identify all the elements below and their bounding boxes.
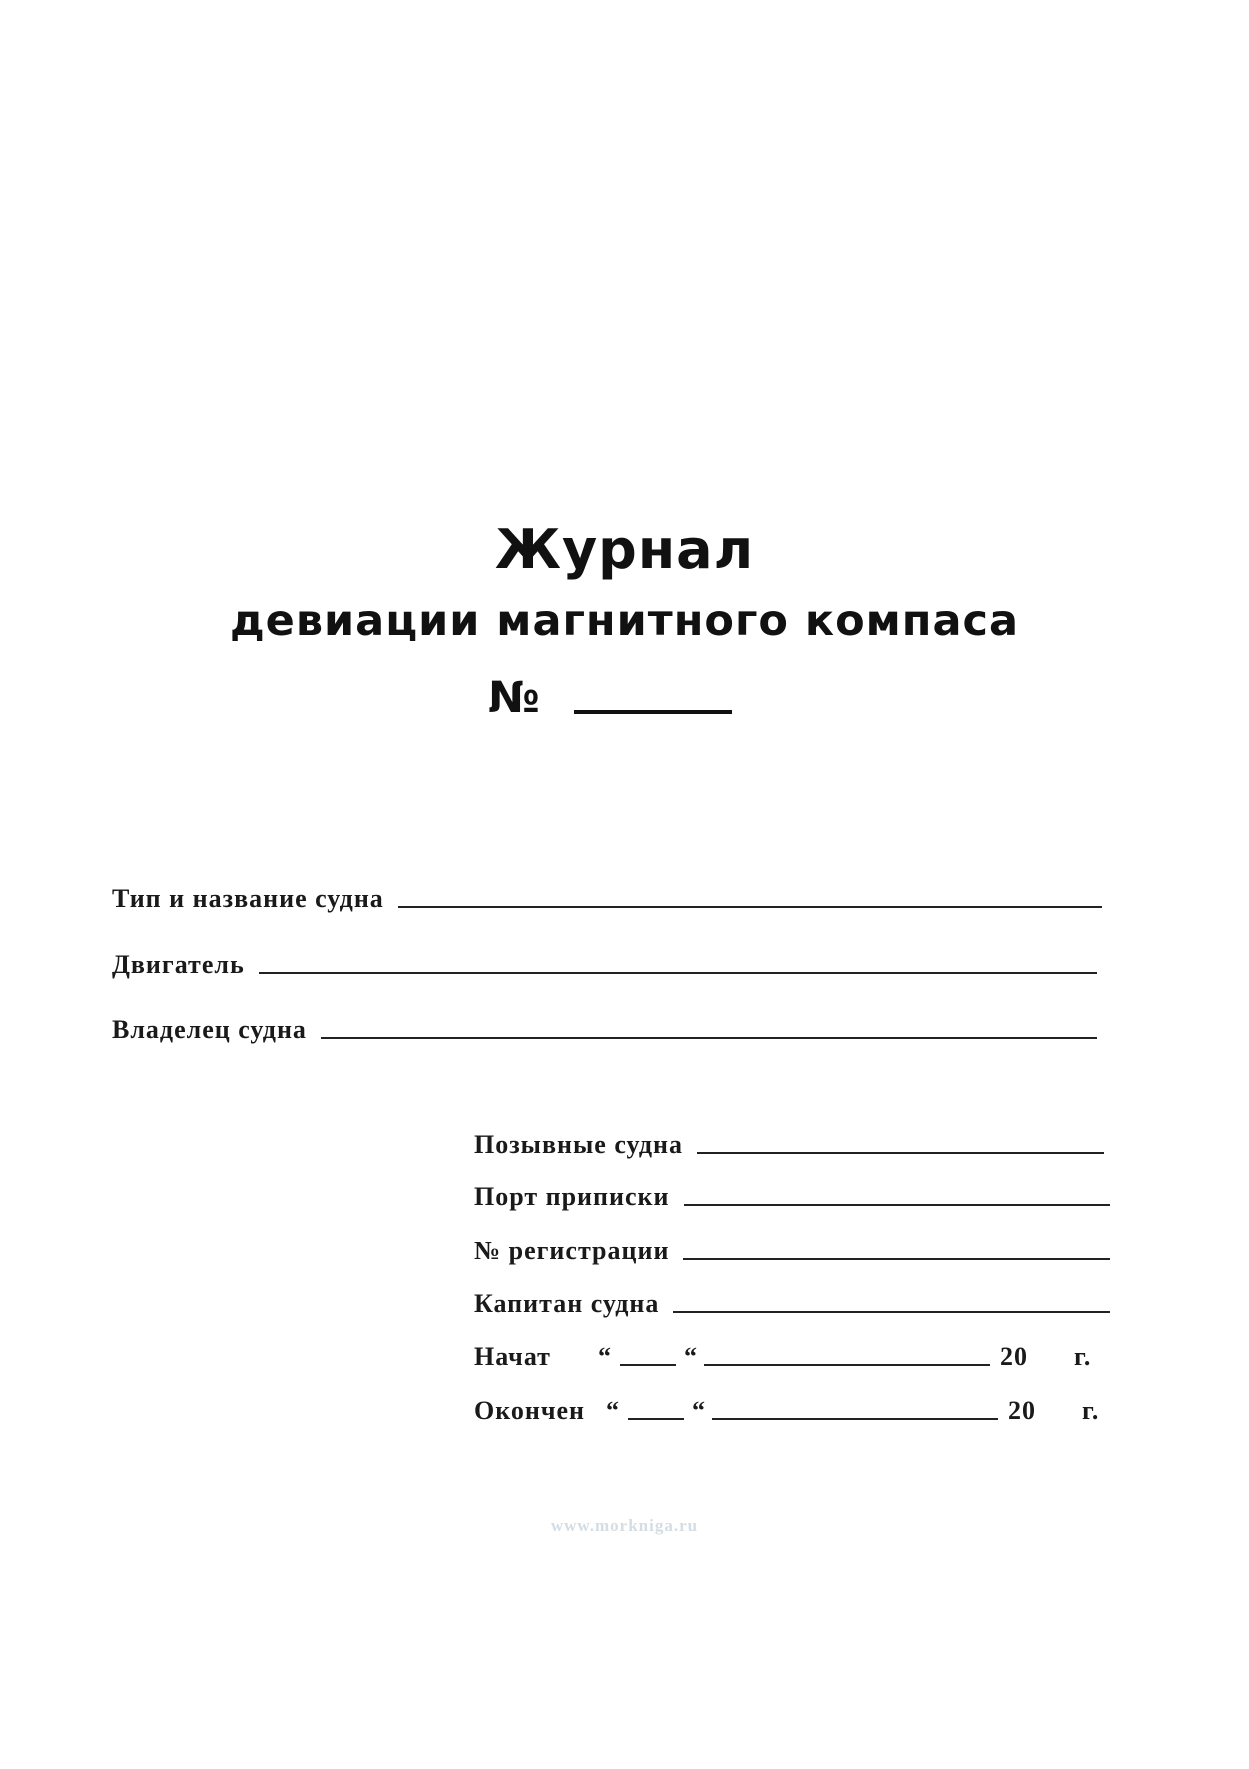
- field-call-sign: [474, 1124, 1104, 1158]
- document-subtitle: девиации магнитного компаса: [229, 596, 1020, 646]
- call-sign-blank[interactable]: [697, 1152, 1104, 1154]
- captain-blank[interactable]: [673, 1311, 1110, 1313]
- quote-close: “: [684, 1342, 698, 1371]
- started-month-blank[interactable]: [704, 1364, 990, 1366]
- document-title: Журнал: [494, 518, 755, 581]
- home-port-blank[interactable]: [684, 1204, 1111, 1206]
- number-sign: №: [488, 673, 540, 723]
- year-prefix: 20: [1000, 1342, 1028, 1371]
- field-label: Двигатель: [112, 950, 245, 979]
- journal-number-row: [488, 660, 748, 723]
- finished-month-blank[interactable]: [712, 1418, 998, 1420]
- field-captain: [474, 1283, 1110, 1317]
- field-finished-date: [474, 1390, 1114, 1424]
- watermark-url: www.morkniga.ru: [550, 1516, 699, 1535]
- field-started-date: [474, 1336, 1114, 1370]
- field-label: № регистрации: [474, 1236, 670, 1265]
- field-home-port: [474, 1176, 1110, 1210]
- journal-number-blank[interactable]: [574, 710, 732, 714]
- field-label: Позывные судна: [474, 1130, 684, 1159]
- year-suffix: г.: [1082, 1396, 1100, 1425]
- quote-open: “: [606, 1396, 620, 1425]
- engine-blank[interactable]: [259, 972, 1097, 974]
- field-registration-number: [474, 1230, 1110, 1264]
- year-prefix: 20: [1008, 1396, 1036, 1425]
- field-vessel-type-name: [112, 878, 1102, 912]
- finished-label: Окончен: [474, 1396, 586, 1425]
- field-label: Владелец судна: [112, 1015, 307, 1044]
- finished-day-blank[interactable]: [628, 1418, 684, 1420]
- field-label: Порт приписки: [474, 1182, 670, 1211]
- quote-close: “: [692, 1396, 706, 1425]
- field-label: Тип и название судна: [112, 884, 384, 913]
- field-engine: [112, 944, 1097, 978]
- started-day-blank[interactable]: [620, 1364, 676, 1366]
- vessel-owner-blank[interactable]: [321, 1037, 1097, 1039]
- registration-number-blank[interactable]: [683, 1258, 1110, 1260]
- vessel-type-name-blank[interactable]: [398, 906, 1102, 908]
- started-label: Начат: [474, 1342, 551, 1371]
- year-suffix: г.: [1074, 1342, 1092, 1371]
- quote-open: “: [598, 1342, 612, 1371]
- field-vessel-owner: [112, 1009, 1097, 1043]
- field-label: Капитан судна: [474, 1289, 660, 1318]
